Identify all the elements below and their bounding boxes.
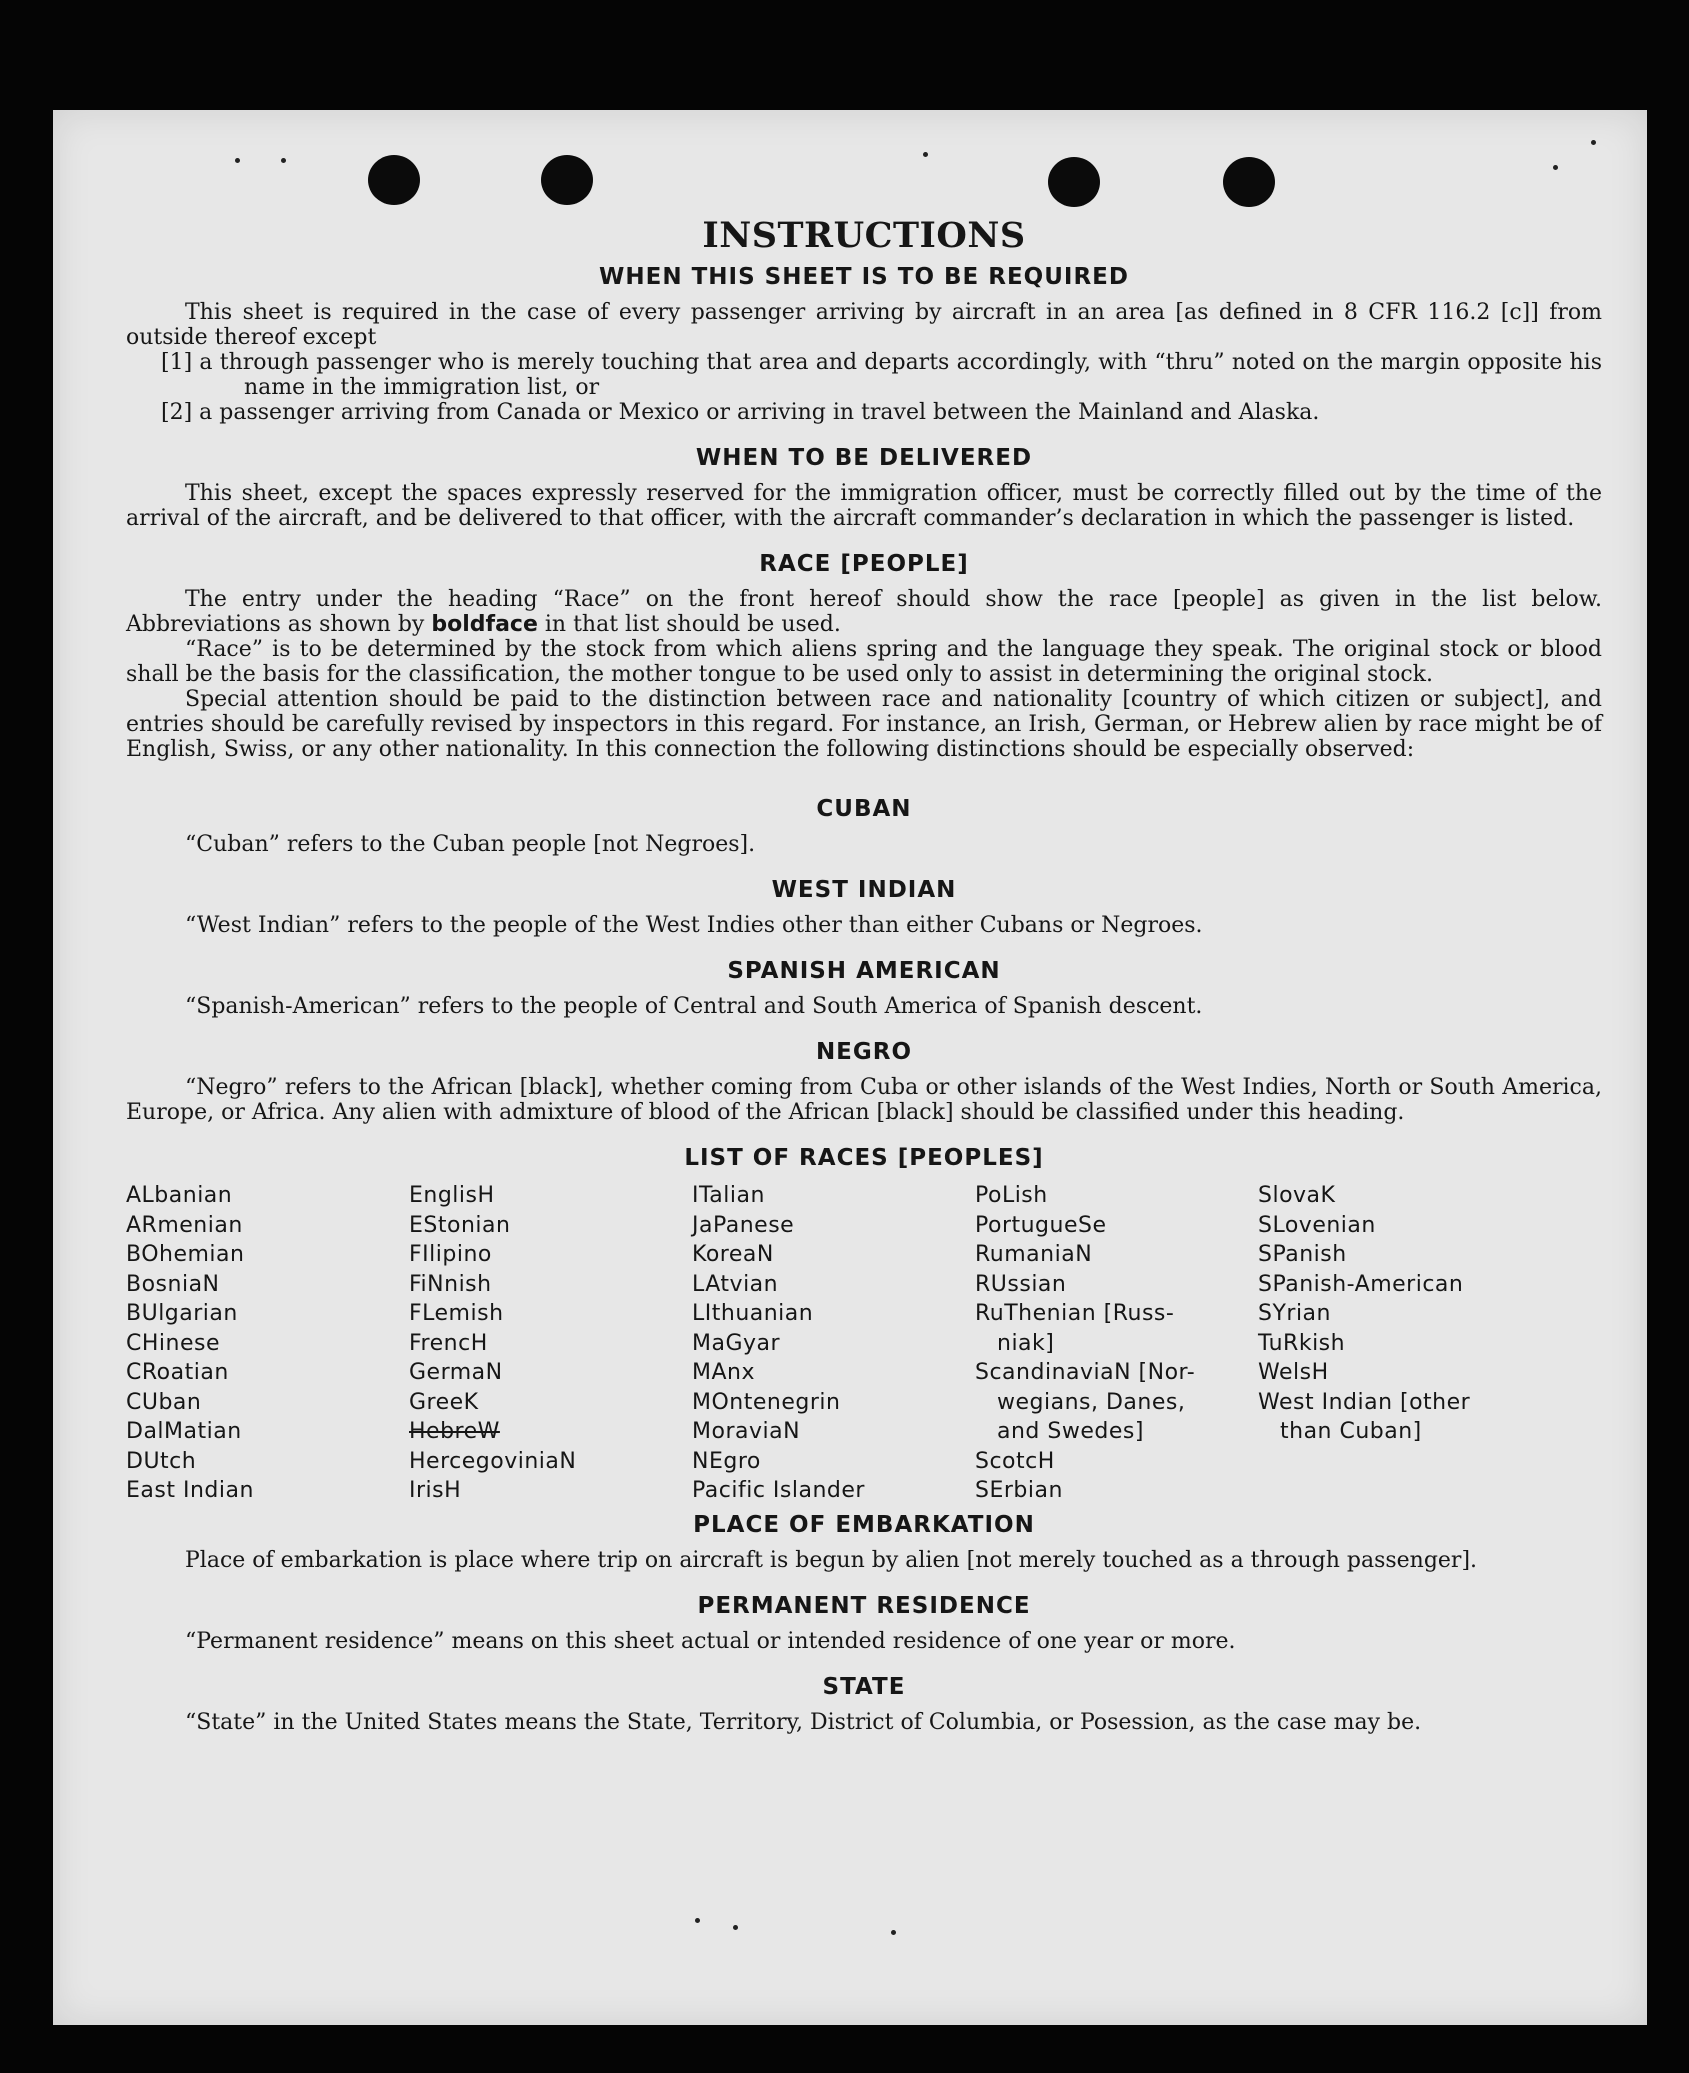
race-item: RUssian (975, 1271, 1067, 1297)
race-item: MoraviaN (692, 1419, 801, 1444)
race-item: HercegoviniaN (409, 1448, 577, 1474)
race-item: RumaniaN (975, 1242, 1093, 1267)
speck (235, 158, 240, 163)
race-item: SYrian (1258, 1301, 1331, 1326)
required-intro: This sheet is required in the case of every passenger arriving by aircraft in an area [as defined in 8 CFR 116.2 [c]] from outside thereof except (126, 300, 1602, 350)
speck (695, 1918, 700, 1923)
race-item: SPanish-American (1258, 1271, 1464, 1297)
document-sheet (53, 110, 1647, 2025)
heading-negro: NEGRO (815, 1039, 913, 1065)
race-item: SLovenian (1258, 1212, 1376, 1238)
punch-hole-3 (1048, 157, 1100, 207)
race-item: FrencH (409, 1330, 488, 1356)
race-item-continued: and Swedes] (997, 1419, 1144, 1444)
race-item: LIthuanian (692, 1301, 814, 1326)
race-item: IrisH (409, 1478, 462, 1503)
instructions-content (126, 215, 1602, 1735)
race-item: MOntenegrin (692, 1389, 841, 1415)
delivered-text: This sheet, except the spaces expressly reserved for the immigration officer, must be correctly filled out by the time of the arrival of the aircraft, and be delivered to that officer, with the aircraft commander’s declaration in which the passenger is listed. (126, 481, 1602, 531)
required-item-2: [2] a passenger arriving from Canada or Mexico or arriving in travel between the Mainland and Alaska. (161, 400, 1320, 425)
heading-cuban: CUBAN (816, 796, 912, 822)
race-item: PoLish (975, 1183, 1048, 1208)
heading-state: STATE (822, 1673, 906, 1700)
heading-west-indian: WEST INDIAN (771, 877, 957, 903)
race-item: SPanish (1258, 1242, 1347, 1267)
cuban-text: “Cuban” refers to the Cuban people [not Negroes]. (185, 832, 756, 857)
race-item: CHinese (126, 1330, 220, 1356)
race-item: FiNnish (409, 1271, 492, 1297)
heading-spanish-american: SPANISH AMERICAN (727, 958, 1001, 984)
state-text: “State” in the United States means the State, Territory, District of Columbia, or Posession, as the case may be. (185, 1709, 1422, 1735)
race-item: WelsH (1258, 1360, 1329, 1385)
heading-delivered: WHEN TO BE DELIVERED (695, 445, 1033, 471)
race-item: West Indian [other (1258, 1389, 1471, 1415)
race-paragraph-3: Special attention should be paid to the distinction between race and nationality [country of which citizen or subject], and entries should be carefully revised by inspectors in this regard. For instance, an Irish, German, or Hebrew alien by race might be of English, Swiss, or any other nationality. In this connection the following distinctions should be especially observed: (126, 687, 1602, 762)
race-paragraph-1 (126, 587, 1602, 637)
west-indian-text: “West Indian” refers to the people of the West Indies other than either Cubans or Negroes. (185, 913, 1203, 938)
race-item: EnglisH (409, 1183, 495, 1208)
race-item: BOhemian (126, 1242, 245, 1267)
race-item: MaGyar (692, 1330, 781, 1356)
race-item: Pacific Islander (692, 1478, 865, 1503)
race-item-continued: wegians, Danes, (997, 1389, 1186, 1415)
races-column-4 (975, 1181, 1258, 1506)
races-column-5 (1258, 1181, 1541, 1506)
race-item: TuRkish (1258, 1330, 1346, 1356)
race-item: EStonian (409, 1212, 511, 1238)
race-item: CUban (126, 1389, 202, 1415)
races-column-3 (692, 1181, 975, 1506)
race-item-struck: HebreW (409, 1419, 500, 1444)
race-item: SlovaK (1258, 1183, 1336, 1208)
race-item: GreeK (409, 1389, 479, 1415)
heading-list-of-races: LIST OF RACES [PEOPLES] (684, 1145, 1044, 1171)
race-item: ScotcH (975, 1448, 1055, 1474)
races-column-1 (126, 1181, 409, 1506)
race-item: DUtch (126, 1448, 197, 1474)
speck (923, 152, 928, 157)
heading-required: WHEN THIS SHEET IS TO BE REQUIRED (599, 264, 1129, 290)
race-item: DalMatian (126, 1419, 242, 1444)
race-item: MAnx (692, 1360, 755, 1385)
race-item: RuThenian [Russ- (975, 1301, 1175, 1326)
race-item: GermaN (409, 1360, 503, 1385)
spanish-american-text: “Spanish-American” refers to the people of Central and South America of Spanish descent. (185, 994, 1203, 1019)
race-p1-text: The entry under the heading “Race” on the front hereof should show the race [people] as given in the list below. Abbreviations as shown by (126, 587, 1602, 637)
heading-permanent-residence: PERMANENT RESIDENCE (697, 1592, 1031, 1619)
race-item: ARmenian (126, 1212, 243, 1238)
race-item: BUlgarian (126, 1301, 238, 1326)
race-item-continued: niak] (997, 1330, 1055, 1356)
race-p1-boldface: boldface (431, 612, 538, 637)
race-item: SErbian (975, 1478, 1063, 1503)
race-item: FLemish (409, 1301, 504, 1326)
race-item: NEgro (692, 1448, 761, 1474)
negro-text: “Negro” refers to the African [black], whether coming from Cuba or other islands of the West Indies, North or South America, Europe, or Africa. Any alien with admixture of blood of the African [black] should be classified under this heading. (126, 1075, 1602, 1125)
heading-embarkation: PLACE OF EMBARKATION (693, 1511, 1035, 1538)
race-item: PortugueSe (975, 1212, 1107, 1238)
speck (1591, 140, 1596, 145)
required-item-1: [1] a through passenger who is merely touching that area and departs accordingly, with “thru” noted on the margin opposite his name in the immigration list, or (161, 350, 1602, 400)
races-list (126, 1181, 1602, 1506)
race-item: CRoatian (126, 1360, 229, 1385)
speck (1553, 165, 1558, 170)
heading-race: RACE [PEOPLE] (759, 551, 969, 577)
speck (891, 1930, 896, 1935)
punch-hole-4 (1223, 157, 1275, 207)
race-item: FIlipino (409, 1242, 492, 1267)
race-p1-text-end: in that list should be used. (537, 612, 841, 637)
race-item: KoreaN (692, 1242, 774, 1267)
race-item: BosniaN (126, 1271, 220, 1297)
race-item: East Indian (126, 1478, 254, 1503)
race-item-continued: than Cuban] (1280, 1419, 1422, 1444)
race-item: JaPanese (692, 1212, 795, 1238)
race-item: ITalian (692, 1183, 765, 1208)
permanent-residence-text: “Permanent residence” means on this sheet actual or intended residence of one year or more. (185, 1628, 1236, 1654)
punch-hole-1 (368, 155, 420, 205)
punch-hole-2 (541, 155, 593, 205)
race-paragraph-2: “Race” is to be determined by the stock from which aliens spring and the language they speak. The original stock or blood shall be the basis for the classification, the mother tongue to be used only to assist in determining the original stock. (126, 637, 1602, 687)
page-title: INSTRUCTIONS (702, 215, 1026, 256)
races-column-2 (409, 1181, 692, 1506)
speck (281, 158, 286, 163)
embarkation-text: Place of embarkation is place where trip on aircraft is begun by alien [not merely touched as a through passenger]. (185, 1547, 1478, 1573)
race-item: LAtvian (692, 1271, 779, 1297)
race-item: ScandinaviaN [Nor- (975, 1360, 1196, 1385)
speck (733, 1925, 738, 1930)
race-item: ALbanian (126, 1183, 233, 1208)
